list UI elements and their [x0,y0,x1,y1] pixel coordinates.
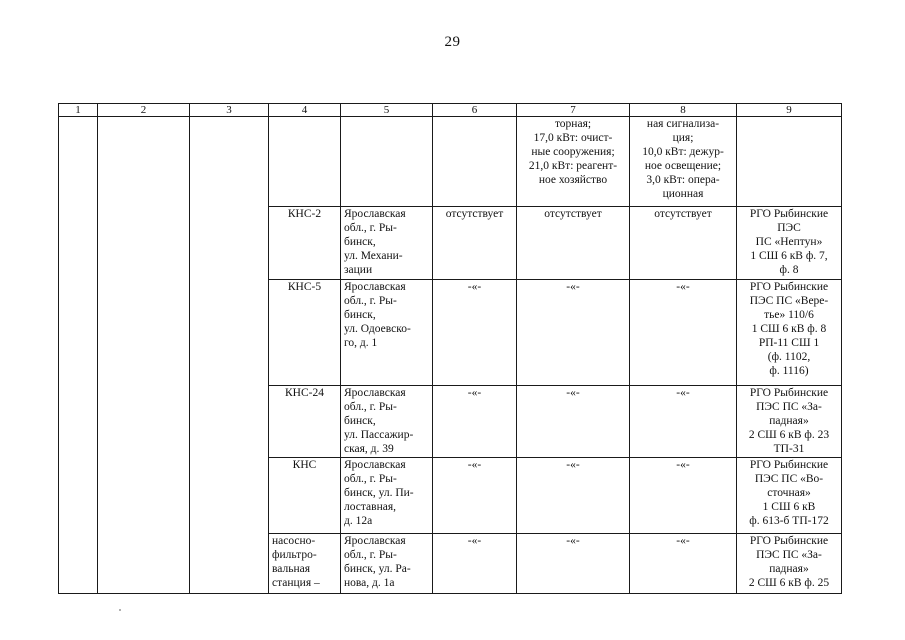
column-header: 1 [59,104,98,117]
object-name-cell: КНС-24 [269,386,341,458]
source-cell: РГО Рыбинские ПЭС ПС «Вере- тье» 110/6 1 СШ 6 кВ ф. 8 РП-11 СШ 1 (ф. 1102, ф. 1116) [737,280,842,386]
column-number-row [59,104,842,117]
col7-cell: -«- [517,534,630,594]
column-header: 5 [341,104,433,117]
column-header: 6 [433,104,517,117]
object-name-cell [269,117,341,207]
column-header: 3 [190,104,269,117]
continuation-row [59,117,842,207]
address-cell: Ярославская обл., г. Ры- бинск, ул. Пи- лоставная, д. 12а [341,458,433,534]
col6-cell: -«- [433,534,517,594]
col8-cell: -«- [630,386,737,458]
object-name-cell: насосно- фильтро- вальная станция – [269,534,341,594]
col8-cell: ная сигнализа- ция; 10,0 кВт: дежур- ное освещение; 3,0 кВт: опера- ционная [630,117,737,207]
source-cell [737,117,842,207]
address-cell: Ярославская обл., г. Ры- бинск, ул. Механи- зации [341,207,433,280]
col8-cell: -«- [630,458,737,534]
col8-cell: -«- [630,280,737,386]
col7-cell: -«- [517,280,630,386]
col7-cell: -«- [517,458,630,534]
col2-cell [98,117,190,594]
col8-cell: -«- [630,534,737,594]
col8-cell: отсутствует [630,207,737,280]
col1-cell [59,117,98,594]
address-cell: Ярославская обл., г. Ры- бинск, ул. Пассажир- ская, д. 39 [341,386,433,458]
object-name-cell: КНС-2 [269,207,341,280]
col6-cell: отсутствует [433,207,517,280]
column-header: 4 [269,104,341,117]
col7-cell: отсутствует [517,207,630,280]
column-header: 8 [630,104,737,117]
column-header: 9 [737,104,842,117]
col7-cell: -«- [517,386,630,458]
address-cell [341,117,433,207]
column-header: 7 [517,104,630,117]
col6-cell: -«- [433,458,517,534]
col3-cell [190,117,269,594]
object-name-cell: КНС-5 [269,280,341,386]
source-cell: РГО Рыбинские ПЭС ПС «За- падная» 2 СШ 6 кВ ф. 25 [737,534,842,594]
source-cell: РГО Рыбинские ПЭС ПС «Нептун» 1 СШ 6 кВ ф. 7, ф. 8 [737,207,842,280]
col6-cell: -«- [433,386,517,458]
column-header: 2 [98,104,190,117]
address-cell: Ярославская обл., г. Ры- бинск, ул. Одоевско- го, д. 1 [341,280,433,386]
col6-cell [433,117,517,207]
address-cell: Ярославская обл., г. Ры- бинск, ул. Ра- нова, д. 1а [341,534,433,594]
source-cell: РГО Рыбинские ПЭС ПС «За- падная» 2 СШ 6 кВ ф. 23 ТП-31 [737,386,842,458]
col7-cell: торная; 17,0 кВт: очист- ные сооружения; 21,0 кВт: реагент- ное хозяйство [517,117,630,207]
scan-speck [119,609,121,611]
object-name-cell: КНС [269,458,341,534]
col6-cell: -«- [433,280,517,386]
source-cell: РГО Рыбинские ПЭС ПС «Во- сточная» 1 СШ 6 кВ ф. 613-б ТП-172 [737,458,842,534]
page-number: 29 [444,34,461,50]
data-table [58,103,842,594]
